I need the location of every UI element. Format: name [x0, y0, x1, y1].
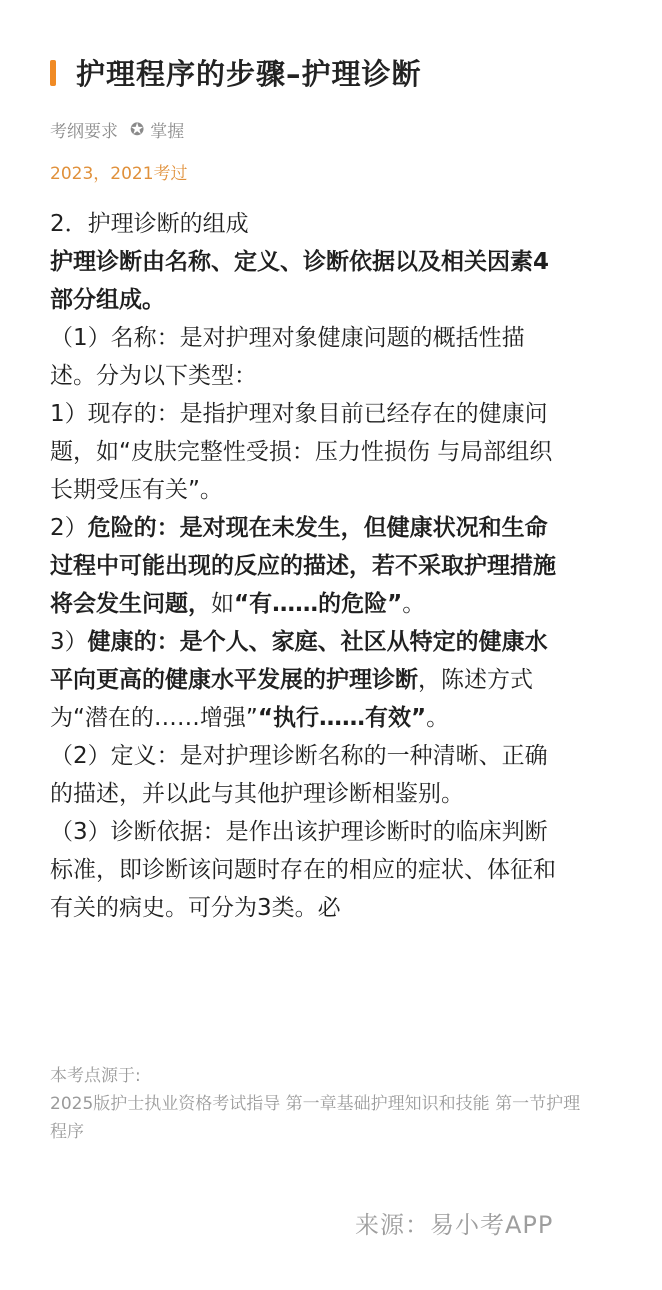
health-bold: 健康的：是个人、家庭、社区从特定的健康水平向更高的健康水平发展的护理诊断 — [50, 629, 548, 693]
intro-paragraph: 护理诊断由名称、定义、诊断依据以及相关因素4部分组成。 — [50, 249, 550, 313]
risk-mid: 如 — [211, 591, 234, 617]
paragraph-basis: （3）诊断依据：是作出该护理诊断时的临床判断标准，即诊断该问题时存在的相应的症状、体征和有关的病史。可分为3类。必 — [50, 819, 556, 921]
title-row — [50, 52, 422, 93]
risk-prefix: 2） — [50, 515, 88, 541]
paragraph-definition: （2）定义：是对护理诊断名称的一种清晰、正确的描述，并以此与其他护理诊断相鉴别。 — [50, 743, 548, 807]
source-label: 本考点源于: — [50, 1066, 141, 1086]
paragraph-health — [50, 623, 570, 737]
health-suffix: 。 — [426, 705, 450, 731]
title-accent-bar — [50, 60, 56, 86]
paragraph-risk — [50, 509, 570, 623]
section-heading: 2．护理诊断的组成 — [50, 211, 249, 237]
risk-suffix: 。 — [402, 591, 426, 617]
health-prefix: 3） — [50, 629, 88, 655]
requirement-level: 掌握 — [150, 122, 185, 142]
star-icon: ✪ — [130, 119, 145, 140]
source-text: 2025版护士执业资格考试指导 第一章基础护理知识和技能 第一节护理程序 — [50, 1094, 581, 1142]
watermark: 来源：易小考APP — [355, 1211, 554, 1239]
requirement-row — [50, 117, 184, 142]
article-body — [50, 205, 570, 927]
health-mid: ，陈述方式为“潜在的……增强” — [50, 667, 533, 731]
source-box — [50, 1062, 590, 1146]
page-title: 护理程序的步骤–护理诊断 — [76, 57, 422, 91]
exam-years: 2023，2021考过 — [50, 164, 188, 184]
health-bold-2: “执行……有效” — [257, 705, 427, 731]
risk-bold-2: “有……的危险” — [234, 591, 403, 617]
risk-bold: 危险的：是对现在未发生，但健康状况和生命过程中可能出现的反应的描述，若不采取护理措施将会发生问题， — [50, 515, 556, 617]
paragraph-existing: 1）现存的：是指护理对象目前已经存在的健康问题，如“皮肤完整性受损：压力性损伤 与局部组织长期受压有关”。 — [50, 401, 553, 503]
requirement-label: 考纲要求 — [50, 122, 118, 142]
paragraph-name: （1）名称：是对护理对象健康问题的概括性描述。分为以下类型： — [50, 325, 525, 389]
